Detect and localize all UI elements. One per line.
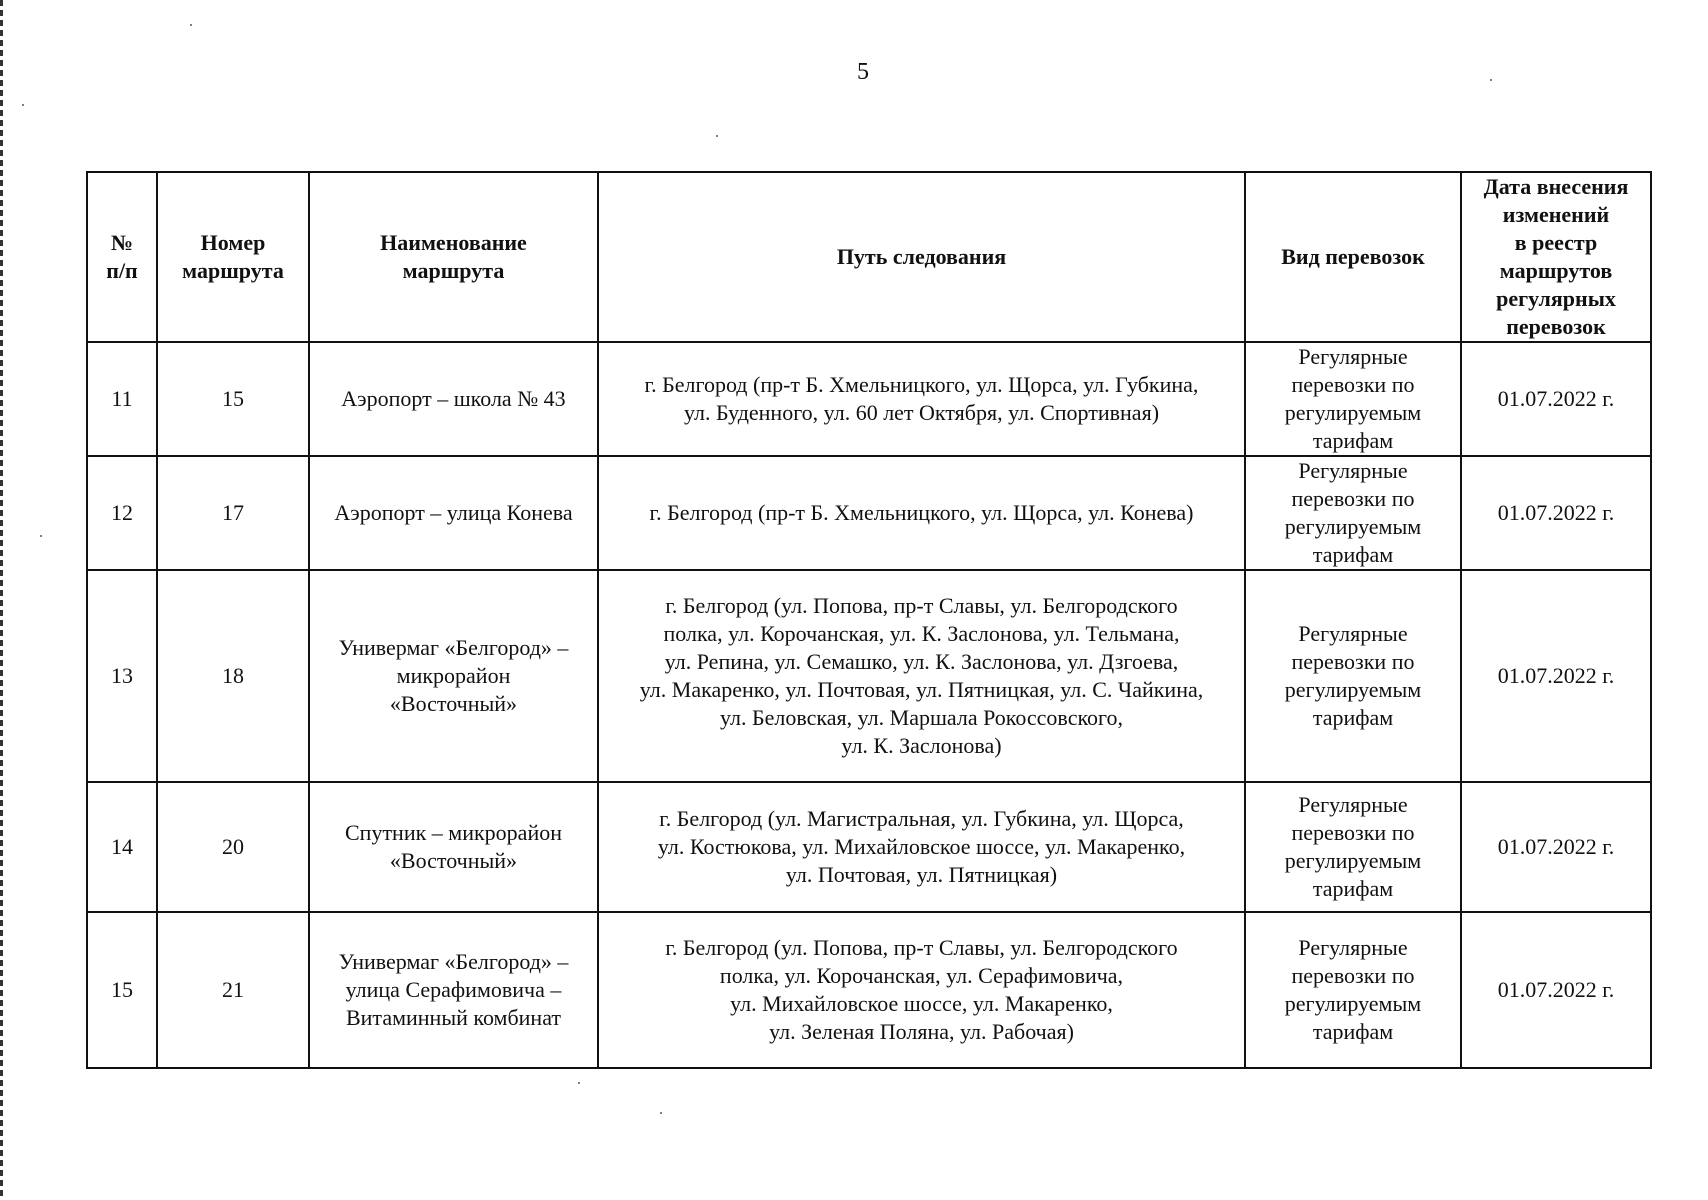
- header-route-number: [157, 172, 309, 342]
- table-header-row: [87, 172, 1651, 342]
- cell-transport-type: Регулярные перевозки по регулируемым тарифам: [1245, 912, 1461, 1068]
- cell-path: г. Белгород (ул. Попова, пр-т Славы, ул. Белгородского полка, ул. Корочанская, ул. Серафимовича, ул. Михайловское шоссе, ул. Макаренко, ул. Зеленая Поляна, ул. Рабочая): [598, 912, 1245, 1068]
- header-route-name-label: Наименование маршрута: [380, 230, 527, 283]
- table-row: [87, 912, 1651, 1068]
- scan-speck: [716, 135, 718, 137]
- table-row: [87, 456, 1651, 570]
- cell-route-number: 20: [157, 782, 309, 912]
- cell-path: г. Белгород (ул. Магистральная, ул. Губкина, ул. Щорса, ул. Костюкова, ул. Михайловское шоссе, ул. Макаренко, ул. Почтовая, ул. Пятницкая): [598, 782, 1245, 912]
- cell-transport-type: Регулярные перевозки по регулируемым тарифам: [1245, 570, 1461, 782]
- cell-route-name: Спутник – микрорайон «Восточный»: [309, 782, 598, 912]
- scan-speck: [190, 24, 192, 26]
- cell-index: 15: [87, 912, 157, 1068]
- cell-path: г. Белгород (пр-т Б. Хмельницкого, ул. Щорса, ул. Конева): [598, 456, 1245, 570]
- header-path: [598, 172, 1245, 342]
- cell-route-number: 21: [157, 912, 309, 1068]
- cell-route-name: Аэропорт – улица Конева: [309, 456, 598, 570]
- header-route-name: [309, 172, 598, 342]
- cell-date: 01.07.2022 г.: [1461, 456, 1651, 570]
- header-transport-type-label: Вид перевозок: [1281, 244, 1425, 269]
- table-row: [87, 782, 1651, 912]
- cell-transport-type: Регулярные перевозки по регулируемым тарифам: [1245, 782, 1461, 912]
- scan-speck: [22, 104, 24, 106]
- cell-route-name: Аэропорт – школа № 43: [309, 342, 598, 456]
- cell-index: 11: [87, 342, 157, 456]
- routes-table: [86, 171, 1652, 1069]
- cell-path: г. Белгород (пр-т Б. Хмельницкого, ул. Щорса, ул. Губкина, ул. Буденного, ул. 60 лет Октября, ул. Спортивная): [598, 342, 1245, 456]
- cell-date: 01.07.2022 г.: [1461, 782, 1651, 912]
- scan-edge-artifact: [0, 0, 3, 1200]
- cell-index: 12: [87, 456, 157, 570]
- cell-date: 01.07.2022 г.: [1461, 570, 1651, 782]
- cell-route-number: 15: [157, 342, 309, 456]
- cell-route-name: Универмаг «Белгород» – микрорайон «Восточный»: [309, 570, 598, 782]
- header-path-label: Путь следования: [836, 244, 1007, 269]
- header-date-label: Дата внесения изменений в реестр маршрутов регулярных перевозок: [1483, 174, 1629, 339]
- cell-route-name: Универмаг «Белгород» – улица Серафимовича – Витаминный комбинат: [309, 912, 598, 1068]
- header-index: [87, 172, 157, 342]
- header-index-label: № п/п: [106, 230, 138, 283]
- cell-route-number: 17: [157, 456, 309, 570]
- table-row: [87, 342, 1651, 456]
- header-date: [1461, 172, 1651, 342]
- cell-transport-type: Регулярные перевозки по регулируемым тарифам: [1245, 456, 1461, 570]
- scan-speck: [578, 1082, 580, 1084]
- scan-speck: [40, 535, 42, 537]
- cell-index: 14: [87, 782, 157, 912]
- cell-transport-type: Регулярные перевозки по регулируемым тарифам: [1245, 342, 1461, 456]
- page-number: 5: [857, 59, 869, 85]
- scan-speck: [660, 1112, 662, 1114]
- cell-route-number: 18: [157, 570, 309, 782]
- cell-path: г. Белгород (ул. Попова, пр-т Славы, ул. Белгородского полка, ул. Корочанская, ул. К. Заслонова, ул. Тельмана, ул. Репина, ул. Семашко, ул. К. Заслонова, ул. Дзгоева, ул. Макаренко, ул. Почтовая, ул. Пятницкая, ул. С. Чайкина, ул. Беловская, ул. Маршала Рокоссовского, ул. К. Заслонова): [598, 570, 1245, 782]
- cell-index: 13: [87, 570, 157, 782]
- header-route-number-label: Номер маршрута: [182, 230, 284, 283]
- table-row: [87, 570, 1651, 782]
- cell-date: 01.07.2022 г.: [1461, 912, 1651, 1068]
- cell-date: 01.07.2022 г.: [1461, 342, 1651, 456]
- header-transport-type: [1245, 172, 1461, 342]
